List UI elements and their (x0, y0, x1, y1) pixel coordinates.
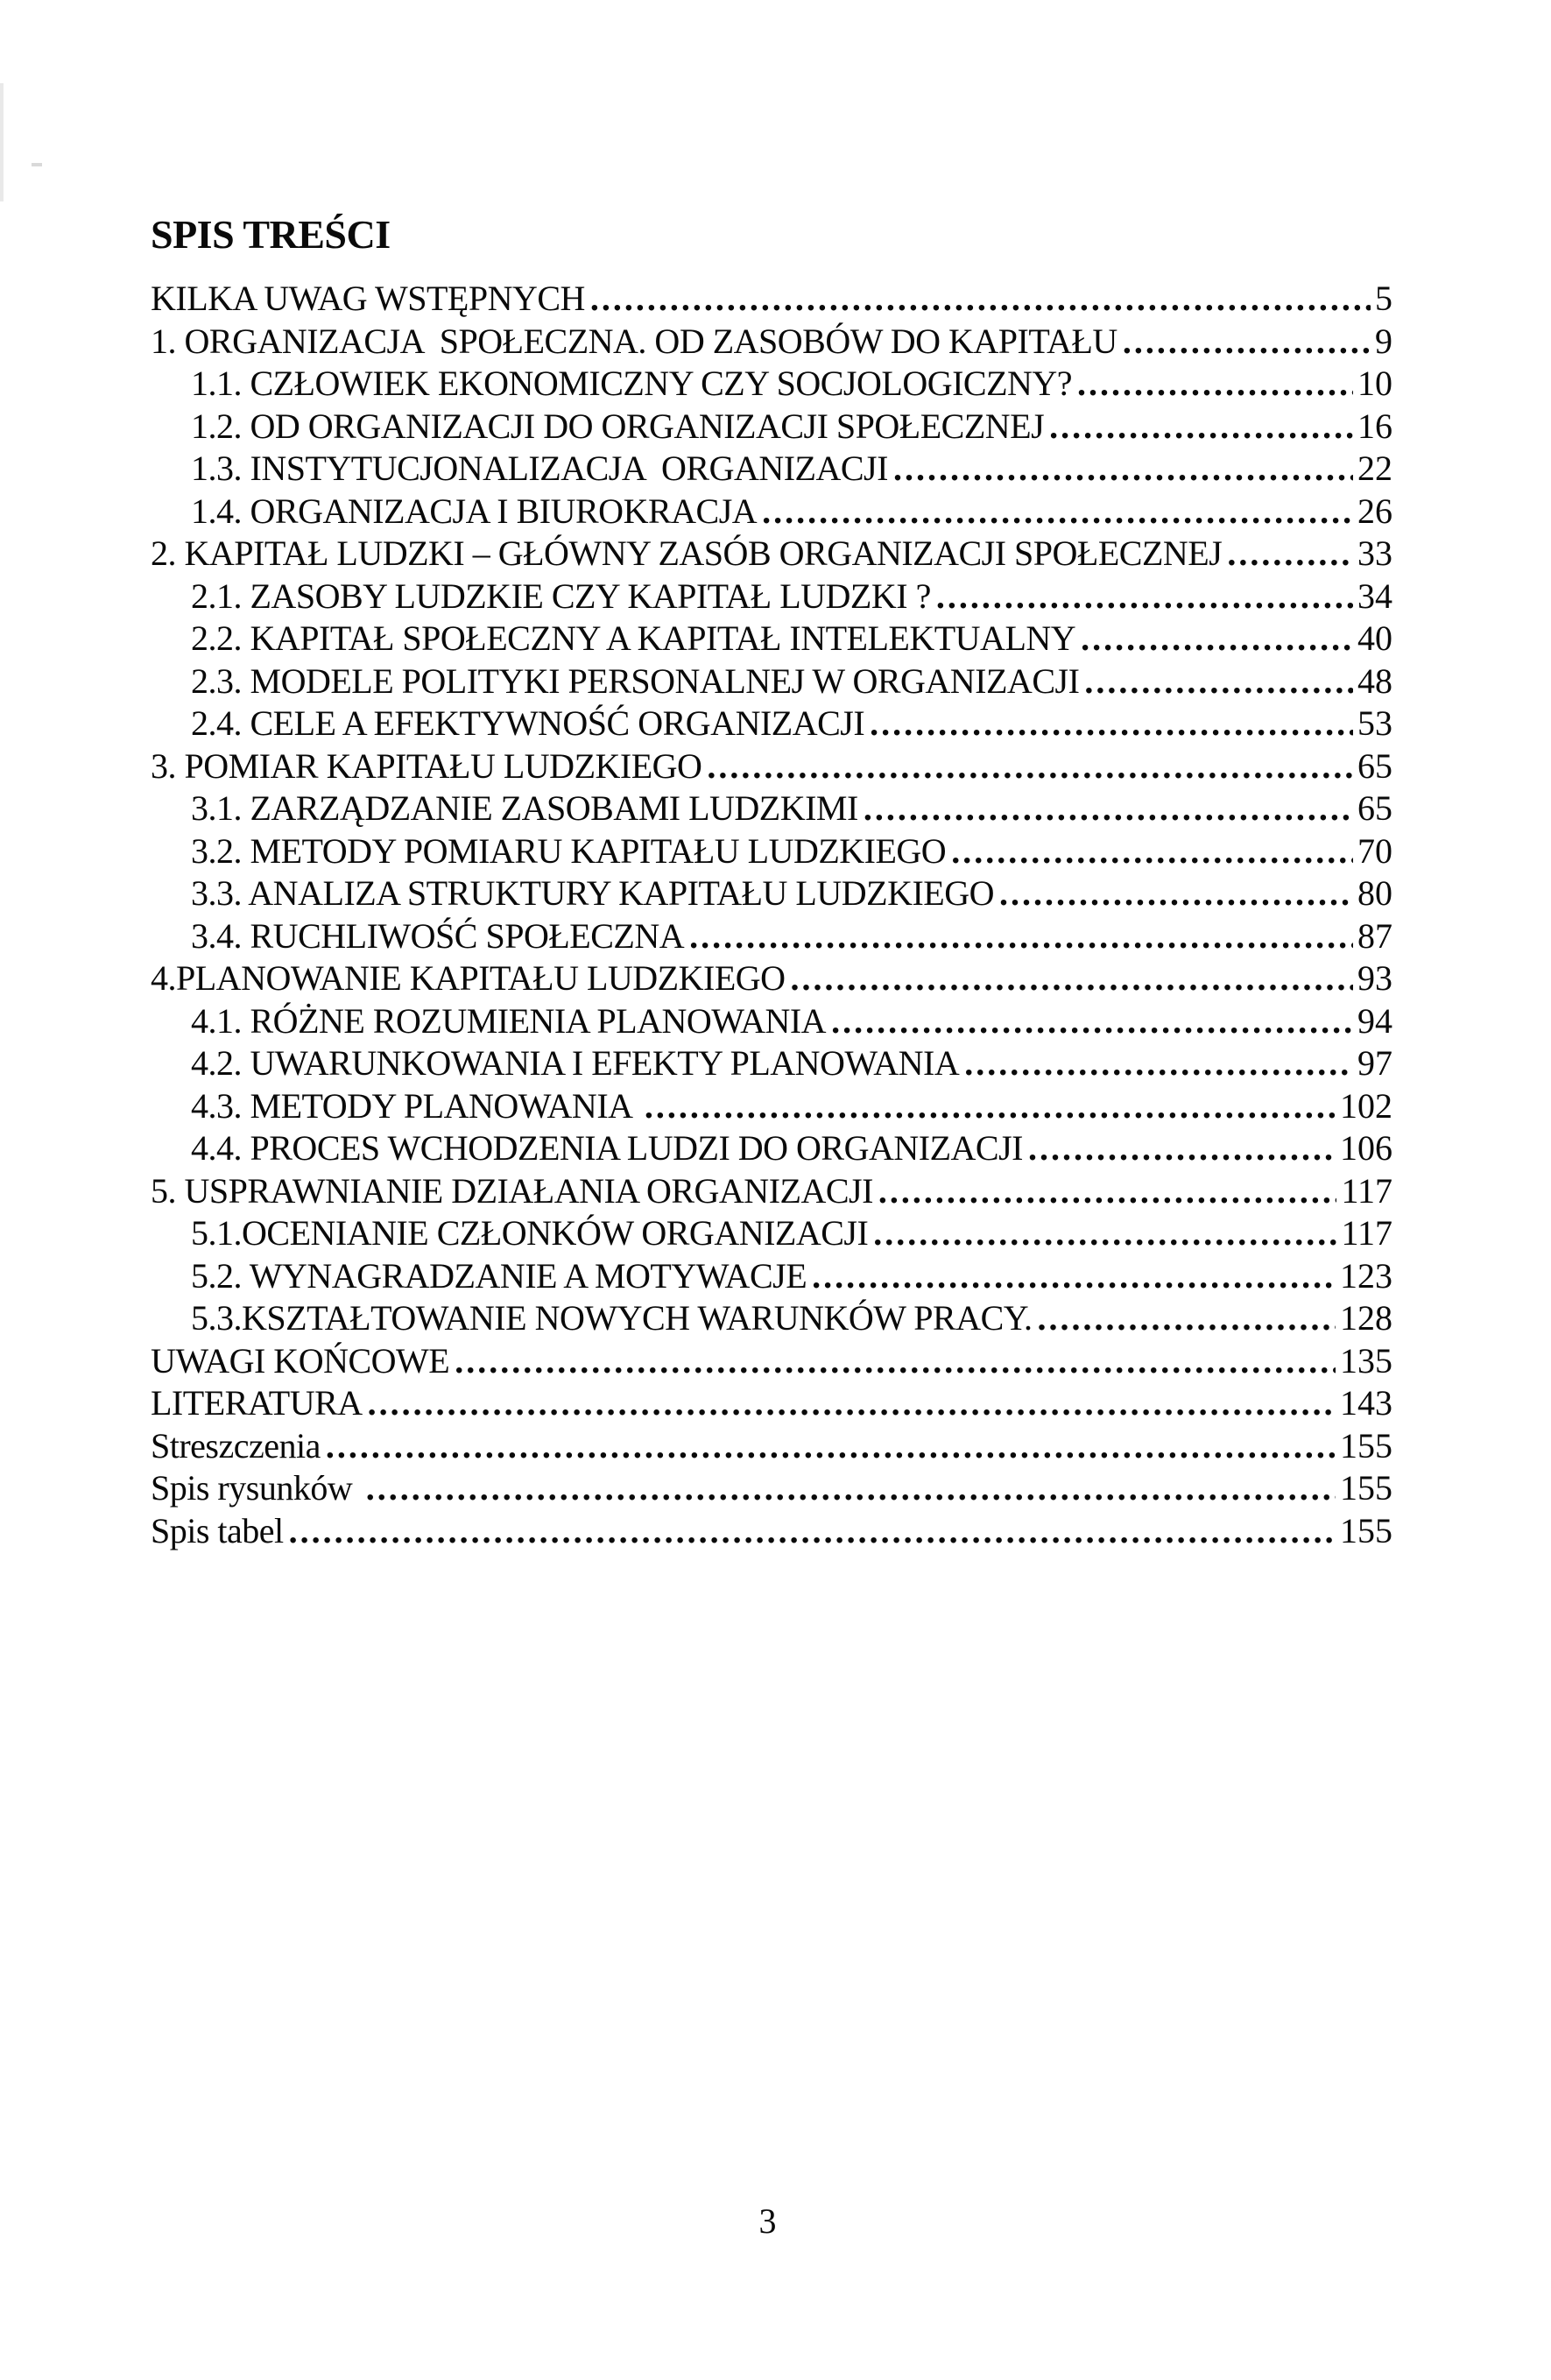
toc-entry-label: 2. KAPITAŁ LUDZKI – GŁÓWNY ZASÓB ORGANIZACJI SPOŁECZNEJ (151, 533, 1223, 573)
toc-page-number: 5 (1375, 279, 1392, 318)
dot-leader (1077, 363, 1353, 406)
toc-entry-label: 4.PLANOWANIE KAPITAŁU LUDZKIEGO (151, 958, 786, 998)
toc-entry (151, 660, 1392, 703)
toc-entry-label: 5.3.KSZTAŁTOWANIE NOWYCH WARUNKÓW PRACY. (191, 1298, 1033, 1338)
toc-entry-label: 1.2. OD ORGANIZACJI DO ORGANIZACJI SPOŁECZNEJ (191, 406, 1045, 446)
toc-page-number: 155 (1340, 1510, 1392, 1550)
toc-entry-label: 1.3. INSTYTUCJONALIZACJA ORGANIZACJI (191, 448, 888, 488)
toc-page-number: 123 (1340, 1255, 1392, 1296)
toc-page-number: 9 (1375, 321, 1392, 361)
toc-page-number: 93 (1357, 958, 1392, 998)
toc-entry-label: 1. ORGANIZACJA SPOŁECZNA. OD ZASOBÓW DO KAPITAŁU (151, 321, 1117, 361)
toc-entry (151, 533, 1392, 576)
dot-leader (326, 1425, 1336, 1468)
toc-entry-label: 5.2. WYNAGRADZANIE A MOTYWACJE (191, 1255, 807, 1296)
dot-leader (864, 787, 1353, 830)
dot-leader (791, 957, 1353, 1000)
toc-entry (151, 1467, 1392, 1510)
dot-leader (1049, 406, 1353, 448)
toc-entry (151, 278, 1392, 321)
toc-page-number: 10 (1357, 364, 1392, 403)
toc-page-number: 97 (1357, 1043, 1392, 1083)
dot-leader (1038, 1297, 1336, 1340)
dot-leader (1227, 533, 1353, 576)
toc-entry (151, 1000, 1392, 1043)
dot-leader (812, 1255, 1336, 1298)
toc-entry (151, 1042, 1392, 1085)
page-title: SPIS TREŚCI (151, 211, 391, 257)
toc-entry (151, 1255, 1392, 1298)
toc-entry (151, 1297, 1392, 1340)
toc-entry (151, 491, 1392, 533)
toc-page-number: 128 (1340, 1298, 1392, 1338)
toc-entry (151, 576, 1392, 618)
toc-page-number: 117 (1341, 1170, 1392, 1211)
toc-page-number: 143 (1340, 1383, 1392, 1423)
dot-leader (689, 915, 1353, 958)
toc-page-number: 33 (1357, 533, 1392, 573)
scan-dash-artifact (32, 163, 42, 166)
dot-leader (762, 491, 1353, 533)
toc-page-number: 155 (1340, 1425, 1392, 1465)
toc-entry-label: 3. POMIAR KAPITAŁU LUDZKIEGO (151, 745, 702, 786)
toc-entry-label: 3.3. ANALIZA STRUKTURY KAPITAŁU LUDZKIEGO (191, 873, 994, 913)
page-number: 3 (758, 2201, 777, 2241)
toc-entry-label: 2.1. ZASOBY LUDZKIE CZY KAPITAŁ LUDZKI ? (191, 576, 931, 616)
dot-leader (964, 1042, 1353, 1085)
toc-entry-label: 3.4. RUCHLIWOŚĆ SPOŁECZNA (191, 915, 685, 956)
toc-entry-label: LITERATURA (151, 1383, 363, 1423)
toc-entry-label: 4.4. PROCES WCHODZENIA LUDZI DO ORGANIZACJI (191, 1128, 1023, 1168)
toc-entry (151, 915, 1392, 958)
toc-page-number: 80 (1357, 873, 1392, 913)
toc-page-number: 16 (1357, 406, 1392, 446)
toc-entry (151, 1340, 1392, 1383)
dot-leader (893, 448, 1353, 491)
toc-entry (151, 787, 1392, 830)
dot-leader (1081, 618, 1353, 660)
toc-entry (151, 1170, 1392, 1213)
toc-entry-label: 4.1. RÓŻNE ROZUMIENIA PLANOWANIA (191, 1000, 827, 1041)
toc-entry-label: 5. USPRAWNIANIE DZIAŁANIA ORGANIZACJI (151, 1170, 873, 1211)
toc-entry (151, 1085, 1392, 1128)
toc-page-number: 87 (1357, 915, 1392, 956)
toc-entry-label: KILKA UWAG WSTĘPNYCH (151, 279, 585, 318)
toc-page-number: 65 (1357, 745, 1392, 786)
toc-entry (151, 1425, 1392, 1468)
toc-page-number: 26 (1357, 491, 1392, 531)
dot-leader (707, 745, 1353, 788)
toc-entry-label: Spis rysunków (151, 1468, 361, 1508)
dot-leader (366, 1467, 1336, 1510)
scan-edge-artifact (0, 83, 4, 201)
toc-page-number: 40 (1357, 618, 1392, 658)
toc-entry (151, 745, 1392, 788)
toc-entry (151, 1127, 1392, 1170)
dot-leader (870, 703, 1353, 745)
toc-entry (151, 957, 1392, 1000)
toc-page-number: 155 (1340, 1468, 1392, 1508)
dot-leader (999, 872, 1353, 915)
toc-entry-label: 2.3. MODELE POLITYKI PERSONALNEJ W ORGANIZACJI (191, 660, 1080, 701)
toc-entry-label: 4.2. UWARUNKOWANIA I EFEKTY PLANOWANIA (191, 1043, 960, 1083)
toc-entry (151, 703, 1392, 745)
toc-page-number: 102 (1340, 1085, 1392, 1126)
toc-entry (151, 1510, 1392, 1553)
dot-leader (831, 1000, 1353, 1043)
toc-page-number: 135 (1340, 1340, 1392, 1381)
toc-entry-label: UWAGI KOŃCOWE (151, 1340, 450, 1381)
toc-entry-label: Spis tabel (151, 1510, 284, 1550)
toc-entry-label: 2.4. CELE A EFEKTYWNOŚĆ ORGANIZACJI (191, 703, 865, 743)
toc-page-number: 94 (1357, 1000, 1392, 1041)
toc-entry-label: 1.1. CZŁOWIEK EKONOMICZNY CZY SOCJOLOGICZNY? (191, 364, 1073, 403)
toc-entry-label: 3.1. ZARZĄDZANIE ZASOBAMI LUDZKIMI (191, 788, 858, 828)
dot-leader (289, 1510, 1336, 1553)
toc-entry-label: 2.2. KAPITAŁ SPOŁECZNY A KAPITAŁ INTELEKTUALNY (191, 618, 1076, 658)
toc-page-number: 65 (1357, 788, 1392, 828)
dot-leader (645, 1085, 1336, 1128)
dot-leader (1123, 321, 1371, 364)
toc-entry (151, 321, 1392, 364)
toc-page-number: 53 (1357, 703, 1392, 743)
toc-entry (151, 1382, 1392, 1425)
toc-page-number: 70 (1357, 830, 1392, 871)
dot-leader (873, 1212, 1336, 1255)
dot-leader (878, 1170, 1337, 1213)
toc-page-number: 106 (1340, 1128, 1392, 1168)
dot-leader (368, 1382, 1336, 1425)
toc-page-number: 22 (1357, 448, 1392, 488)
toc-entry-label: 4.3. METODY PLANOWANIA (191, 1085, 639, 1126)
toc-entry (151, 448, 1392, 491)
dot-leader (951, 830, 1353, 873)
toc-page-number: 34 (1357, 576, 1392, 616)
toc-entry-label: 1.4. ORGANIZACJA I BIUROKRACJA (191, 491, 758, 531)
toc-entry (151, 872, 1392, 915)
toc-entry (151, 406, 1392, 448)
toc-entry-label: 5.1.OCENIANIE CZŁONKÓW ORGANIZACJI (191, 1213, 869, 1253)
toc-entry (151, 1212, 1392, 1255)
toc-entry (151, 363, 1392, 406)
toc-entry-label: 3.2. METODY POMIARU KAPITAŁU LUDZKIEGO (191, 830, 947, 871)
toc-page-number: 48 (1357, 660, 1392, 701)
toc-entry (151, 618, 1392, 660)
dot-leader (1028, 1127, 1336, 1170)
toc-entry-label: Streszczenia (151, 1425, 321, 1465)
toc-entry (151, 830, 1392, 873)
dot-leader (936, 576, 1353, 618)
dot-leader (590, 278, 1371, 321)
dot-leader (455, 1340, 1336, 1383)
toc-page-number: 117 (1341, 1213, 1392, 1253)
dot-leader (1084, 660, 1353, 703)
toc-list (151, 278, 1392, 1552)
